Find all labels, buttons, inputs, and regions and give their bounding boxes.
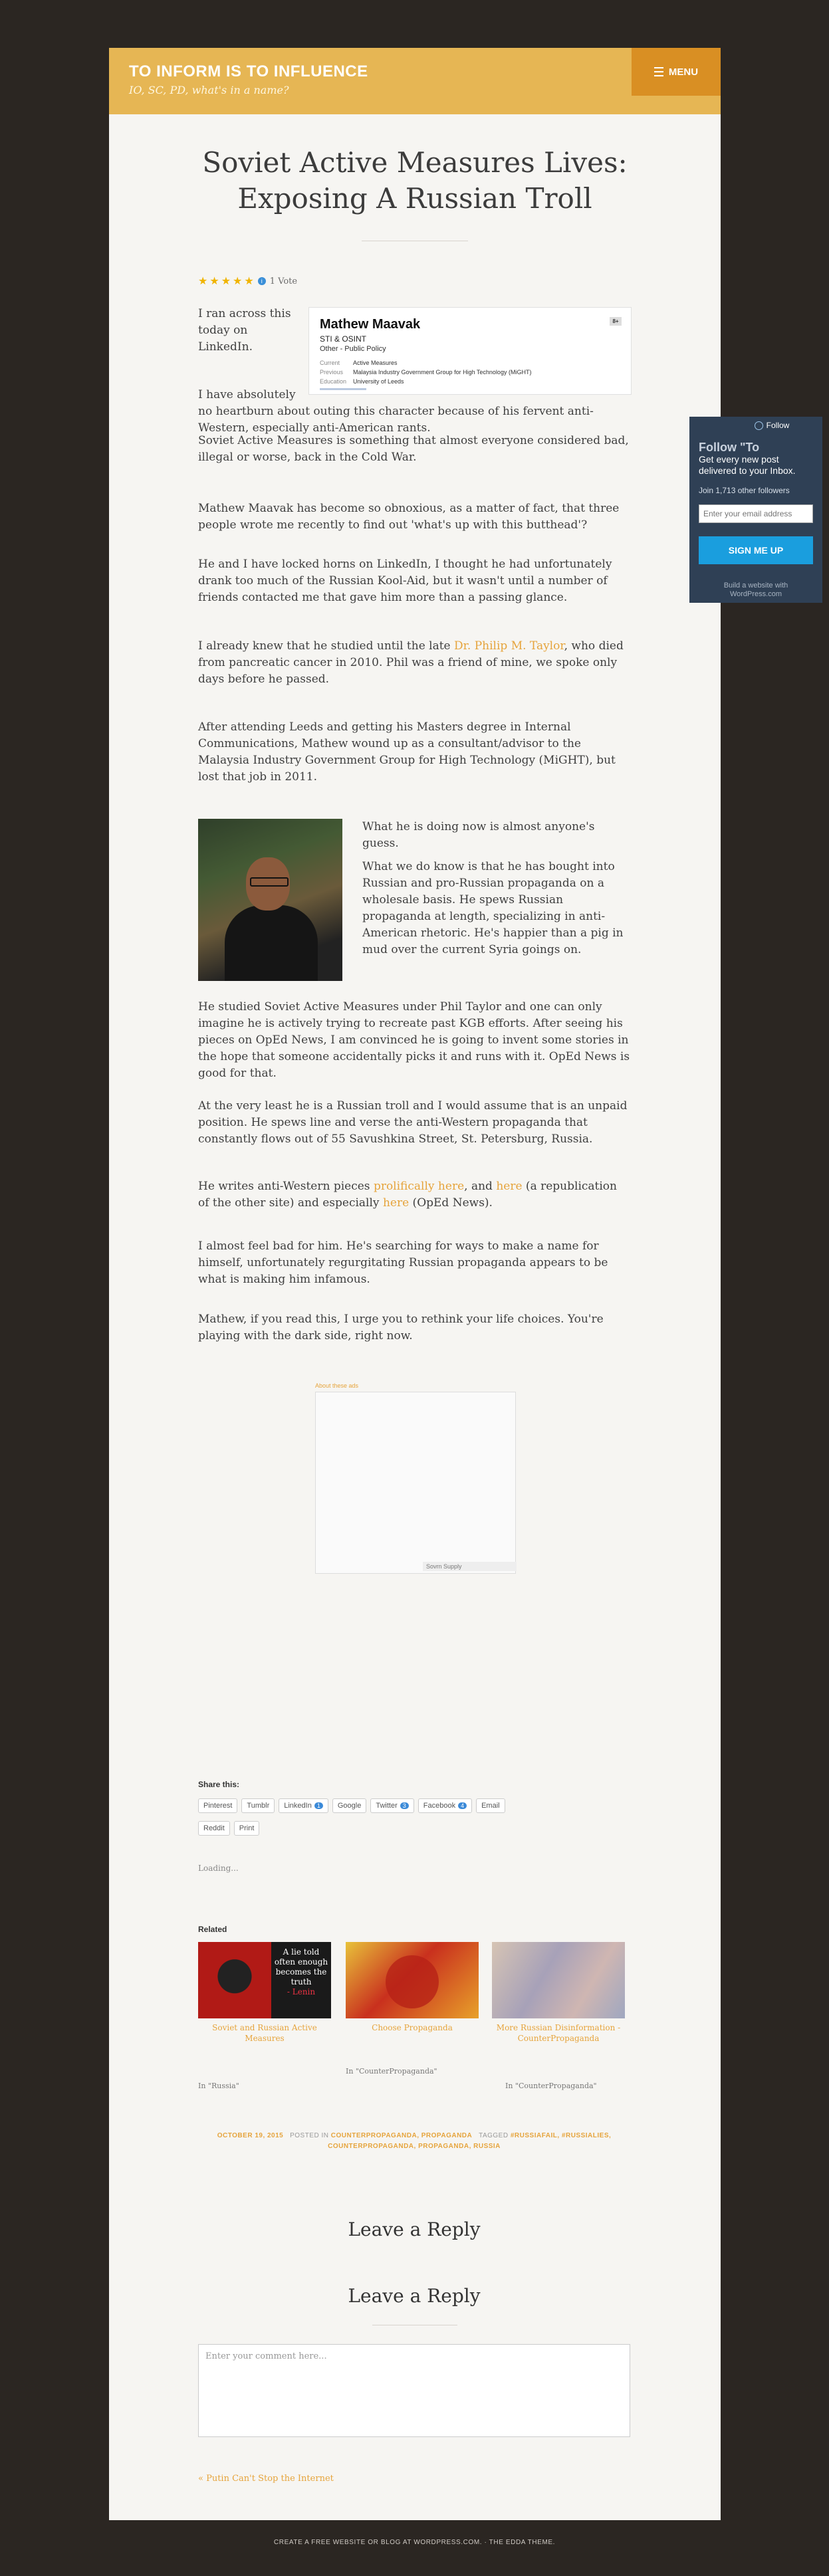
- taylor-link[interactable]: Dr. Philip M. Taylor: [454, 639, 564, 653]
- paragraph-taylor: I already knew that he studied until the late Dr. Philip M. Taylor, who died from pancreatic cancer in 2010. Phil was a friend of mine, we spoke only days before he passed.: [198, 639, 624, 686]
- paragraph-closing: Mathew, if you read this, I urge you to rethink your life choices. You're playing with the dark side, right now.: [198, 1313, 604, 1342]
- related-caption[interactable]: Soviet and Russian Active Measures: [212, 2023, 317, 2043]
- vote-count: 1 Vote: [269, 276, 298, 286]
- post-tags[interactable]: #RUSSIAFAIL, #RUSSIALIES, COUNTERPROPAGANDA, PROPAGANDA, RUSSIA: [328, 2132, 612, 2150]
- related-post[interactable]: [198, 1942, 331, 2044]
- share-count: 1: [314, 1802, 323, 1809]
- share-email-button[interactable]: Email: [476, 1798, 505, 1813]
- related-post[interactable]: [346, 1942, 479, 2033]
- share-google-button[interactable]: Google: [332, 1798, 366, 1813]
- profile-tagline: STI & OSINT: [320, 334, 367, 344]
- profile-row: Previous Malaysia Industry Government Group for High Technology (MiGHT): [320, 369, 532, 376]
- related-heading: Related: [198, 1925, 227, 1934]
- related-category: In "CounterPropaganda": [346, 2067, 437, 2076]
- here-link-1[interactable]: here: [496, 1180, 523, 1193]
- share-print-button[interactable]: Print: [234, 1821, 260, 1836]
- menu-button[interactable]: [632, 48, 721, 96]
- likes-loading: Loading...: [198, 1864, 239, 1873]
- related-image-propaganda[interactable]: [346, 1942, 479, 2018]
- profile-row: Current Active Measures: [320, 360, 398, 366]
- ad-placeholder[interactable]: [315, 1392, 516, 1574]
- reply-heading: Leave a Reply: [348, 2285, 481, 2307]
- post-categories[interactable]: COUNTERPROPAGANDA, PROPAGANDA: [330, 2132, 473, 2139]
- paragraph-leeds: After attending Leeds and getting his Masters degree in Internal Communications, Mathew wound up as a consultant/advisor to the Malaysia Industry Government Group for High Technology (MiGHT), but lost that job in 2011.: [198, 720, 616, 784]
- star-icon[interactable]: ★: [221, 274, 231, 287]
- previous-post-link[interactable]: « Putin Can't Stop the Internet: [198, 2474, 334, 2484]
- post-rating: [198, 276, 297, 286]
- prolifically-link[interactable]: prolifically here: [373, 1180, 465, 1193]
- paragraph-obnoxious: Mathew Maavak has become so obnoxious, as a matter of fact, that three people wrote me recently to find out 'what's up with this butthead'?: [198, 502, 620, 532]
- related-caption[interactable]: More Russian Disinformation - CounterPropaganda: [496, 2023, 621, 2043]
- star-icon[interactable]: ★: [244, 274, 254, 287]
- post-meta: OCTOBER 19, 2015 POSTED IN COUNTERPROPAGANDA, PROPAGANDA TAGGED #RUSSIAFAIL, #RUSSIALIES, COUNTERPROPAGANDA, PROPAGANDA, RUSSIA: [217, 2132, 612, 2150]
- follow-button[interactable]: Follow: [741, 417, 802, 434]
- comments-heading: Leave a Reply: [348, 2218, 481, 2240]
- related-category: In "Russia": [198, 2082, 239, 2090]
- paragraph-feel-bad: I almost feel bad for him. He's searching for ways to make a name for himself, unfortunately regurgitating Russian propaganda appears to be what is making him infamous.: [198, 1239, 608, 1286]
- related-quote: A lie told often enough becomes the truth: [274, 1947, 328, 1986]
- paragraph-heartburn: I have absolutely no heartburn about outing this character because of his fervent anti-Western, especially anti-American rants. Soviet Active Measures is something that almost everyone considered bad, illegal or worse, back in the Cold War.: [198, 388, 629, 464]
- menu-label: MENU: [668, 66, 699, 78]
- follow-text: Get every new post delivered to your Inbox.: [699, 454, 796, 476]
- profile-badge: 8+: [610, 317, 622, 326]
- paragraph-troll: At the very least he is a Russian troll and I would assume that is an unpaid position. He spews line and verse the anti-Western propaganda that constantly flows out of 55 Savushkina Street, St. Petersburg, Russia.: [198, 1099, 628, 1146]
- share-tumblr-button[interactable]: Tumblr: [241, 1798, 275, 1813]
- share-reddit-button[interactable]: Reddit: [198, 1821, 230, 1836]
- paragraph-intro: I ran across this today on LinkedIn.: [198, 307, 291, 354]
- paragraph-kgb: He studied Soviet Active Measures under Phil Taylor and one can only imagine he is actively trying to recreate past KGB efforts. After seeing his pieces on OpEd News, I am convinced he is going to invent some stories in the hope that someone accidentally picks it and runs with it. OpEd News is good for that.: [198, 1000, 630, 1080]
- star-icon[interactable]: ★: [198, 274, 208, 287]
- ad-footer[interactable]: Sovrn Supply: [423, 1562, 517, 1571]
- related-category: In "CounterPropaganda": [505, 2082, 597, 2090]
- profile-photo: [198, 819, 342, 981]
- profile-row: Education University of Leeds: [320, 378, 404, 385]
- paragraph-linkedin: He and I have locked horns on LinkedIn, I thought he had unfortunately drank too much of the Russian Kool-Aid, but it wasn't until a number of friends contacted me that gave him more than a passing glance.: [198, 558, 612, 604]
- share-facebook-button[interactable]: Facebook 4: [418, 1798, 472, 1813]
- post-title: Soviet Active Measures Lives: Exposing A Russian Troll: [202, 146, 628, 215]
- follow-widget: [689, 417, 822, 603]
- wordpress-icon: [755, 421, 763, 430]
- wordpress-build-link[interactable]: Build a website with WordPress.com: [723, 582, 788, 598]
- hamburger-icon: [654, 67, 663, 76]
- linkedin-profile-screenshot: [308, 307, 632, 395]
- related-caption[interactable]: Choose Propaganda: [372, 2023, 453, 2032]
- site-title[interactable]: TO INFORM IS TO INFLUENCE: [129, 62, 368, 80]
- star-icon[interactable]: ★: [209, 274, 219, 287]
- related-image-rubles[interactable]: [492, 1942, 625, 2018]
- ad-label[interactable]: About these ads: [315, 1382, 359, 1389]
- site-description: IO, SC, PD, what's in a name?: [129, 84, 289, 96]
- profile-current: Other - Public Policy: [320, 345, 386, 353]
- star-icon[interactable]: ★: [233, 274, 243, 287]
- share-twitter-button[interactable]: Twitter 3: [370, 1798, 414, 1813]
- share-count: 4: [458, 1802, 467, 1809]
- paragraph-propaganda: What we do know is that he has bought into Russian and pro-Russian propaganda on a wholesale basis. He spews Russian propaganda at length, specializing in anti-American rhetoric. He's happier than a pig in mud over the current Syria goings on.: [362, 860, 624, 956]
- share-count: 3: [400, 1802, 409, 1809]
- related-post[interactable]: [492, 1942, 625, 2044]
- profile-name: Mathew Maavak: [320, 317, 421, 332]
- sign-up-button[interactable]: SIGN ME UP: [699, 536, 813, 564]
- site-footer[interactable]: CREATE A FREE WEBSITE OR BLOG AT WORDPRESS.COM. · THE EDDA THEME.: [273, 2539, 556, 2546]
- share-buttons: [198, 1821, 259, 1836]
- post-date[interactable]: OCTOBER 19, 2015: [217, 2132, 284, 2139]
- email-input[interactable]: [699, 504, 813, 523]
- here-link-2[interactable]: here: [382, 1196, 410, 1210]
- comment-placeholder: Enter your comment here...: [205, 2351, 327, 2361]
- info-icon[interactable]: i: [258, 277, 266, 285]
- share-pinterest-button[interactable]: Pinterest: [198, 1798, 237, 1813]
- paragraph-pieces: He writes anti-Western pieces prolifically here, and here (a republication of the other site) and especially here (OpEd News).: [198, 1180, 617, 1210]
- share-buttons: [198, 1798, 505, 1813]
- paragraph-now: What he is doing now is almost anyone's guess.: [362, 820, 595, 850]
- share-linkedin-button[interactable]: LinkedIn 1: [279, 1798, 328, 1813]
- related-quote-author: - Lenin: [287, 1987, 316, 1996]
- site-header: [109, 48, 721, 114]
- related-image-lenin[interactable]: [198, 1942, 331, 2018]
- comment-textarea[interactable]: [198, 2344, 630, 2437]
- follower-count: Join 1,713 other followers: [699, 486, 790, 495]
- share-heading: Share this:: [198, 1780, 240, 1789]
- follow-title: Follow "To: [699, 441, 760, 454]
